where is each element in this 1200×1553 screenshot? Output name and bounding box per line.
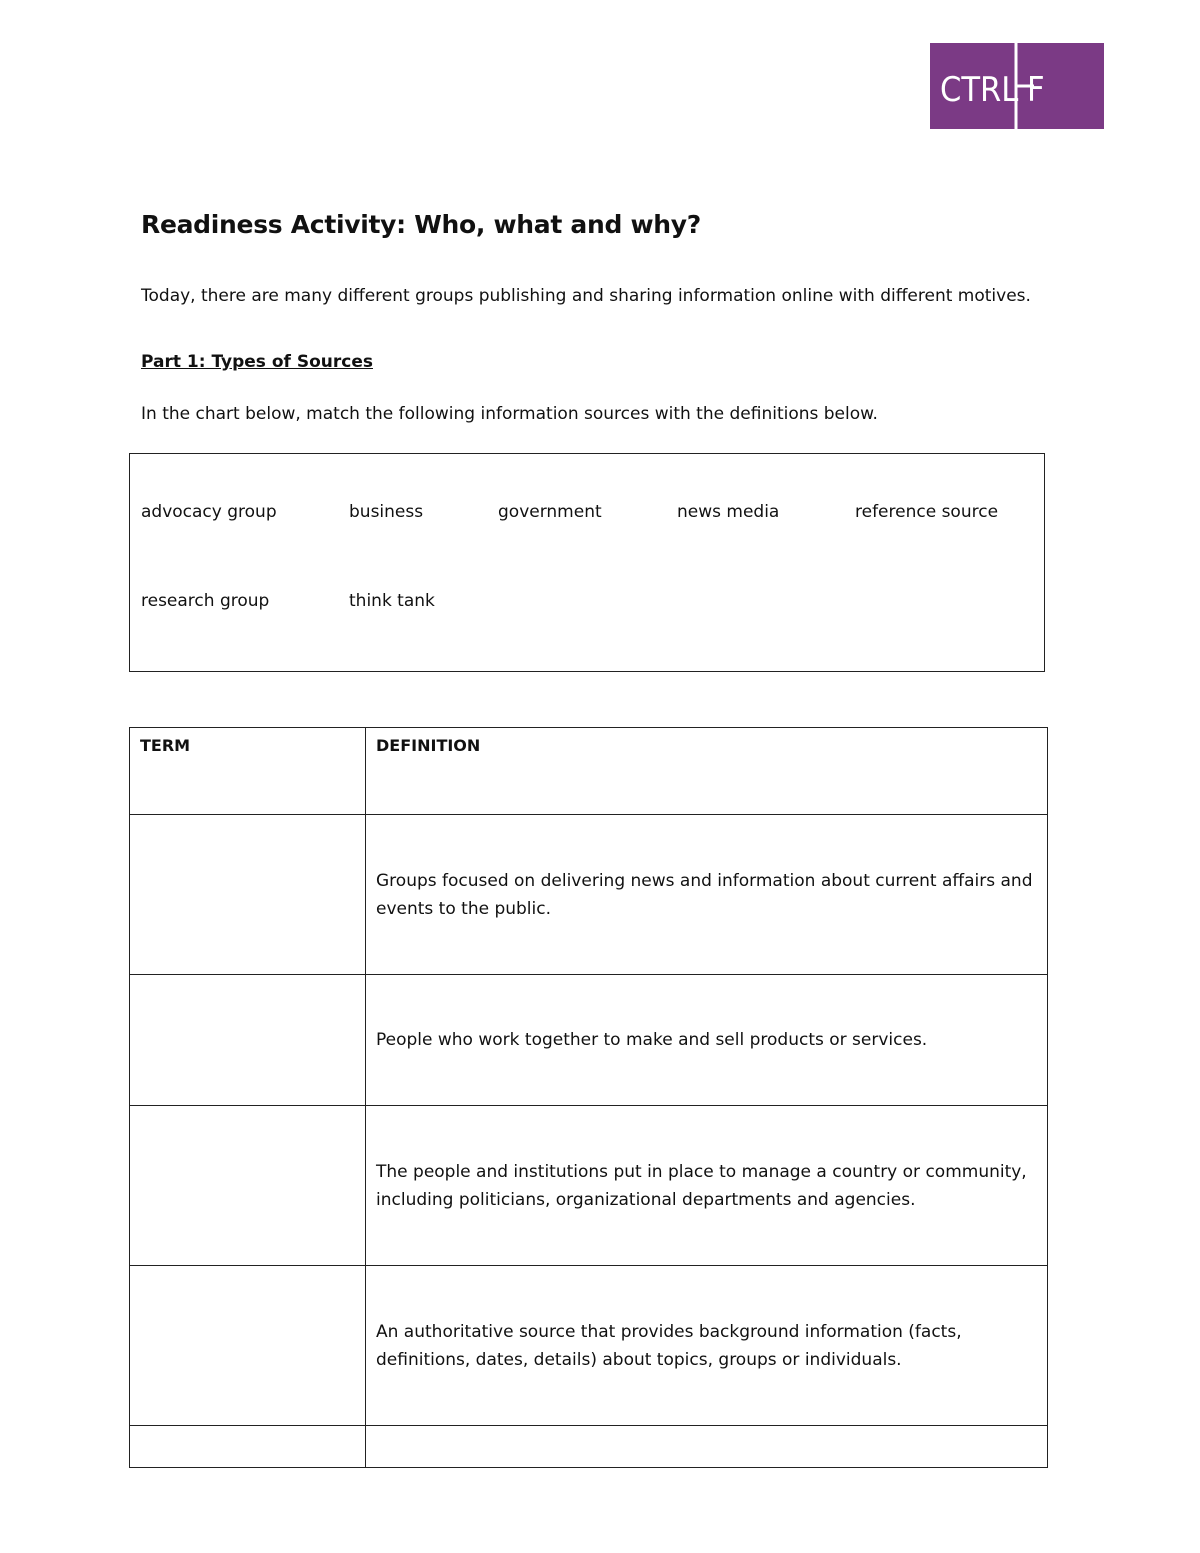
table-row [130, 1426, 1048, 1468]
definition-cell: An authoritative source that provides background information (facts, definitions, dates, details) about topics, groups or individuals. [366, 1266, 1048, 1426]
definitions-table [129, 727, 1048, 1468]
definition-cell: People who work together to make and sell products or services. [366, 975, 1048, 1106]
word-bank-item: news media [677, 502, 780, 522]
term-column-header: TERM [130, 728, 366, 815]
term-answer-cell[interactable] [130, 975, 366, 1106]
part1-instruction: In the chart below, match the following information sources with the definitions below. [141, 404, 878, 424]
word-bank-item: research group [141, 591, 270, 611]
logo-text-left: CTRL [940, 70, 1019, 110]
table-row [130, 1106, 1048, 1266]
word-bank-item: advocacy group [141, 502, 277, 522]
word-bank-item: government [498, 502, 602, 522]
term-answer-cell[interactable] [130, 815, 366, 975]
table-header-row [130, 728, 1048, 815]
word-bank-box [129, 453, 1045, 672]
definition-cell: Groups focused on delivering news and information about current affairs and events to the public. [366, 815, 1048, 975]
word-bank-item: business [349, 502, 424, 522]
ctrl-f-logo [930, 43, 1104, 129]
term-answer-cell[interactable] [130, 1426, 366, 1468]
page-title: Readiness Activity: Who, what and why? [141, 210, 701, 239]
part1-heading: Part 1: Types of Sources [141, 352, 373, 372]
table-row [130, 815, 1048, 975]
table-row [130, 975, 1048, 1106]
table-row [130, 1266, 1048, 1426]
term-answer-cell[interactable] [130, 1106, 366, 1266]
definition-cell: The people and institutions put in place to manage a country or community, including politicians, organizational departments and agencies. [366, 1106, 1048, 1266]
intro-text: Today, there are many different groups publishing and sharing information online with different motives. [141, 286, 1031, 306]
ctrl-f-logo-mark [930, 43, 1104, 129]
word-bank-item: think tank [349, 591, 435, 611]
definition-column-header: DEFINITION [366, 728, 1048, 815]
logo-text-right: F [1027, 70, 1045, 110]
word-bank-item: reference source [855, 502, 999, 522]
term-answer-cell[interactable] [130, 1266, 366, 1426]
definition-cell [366, 1426, 1048, 1468]
